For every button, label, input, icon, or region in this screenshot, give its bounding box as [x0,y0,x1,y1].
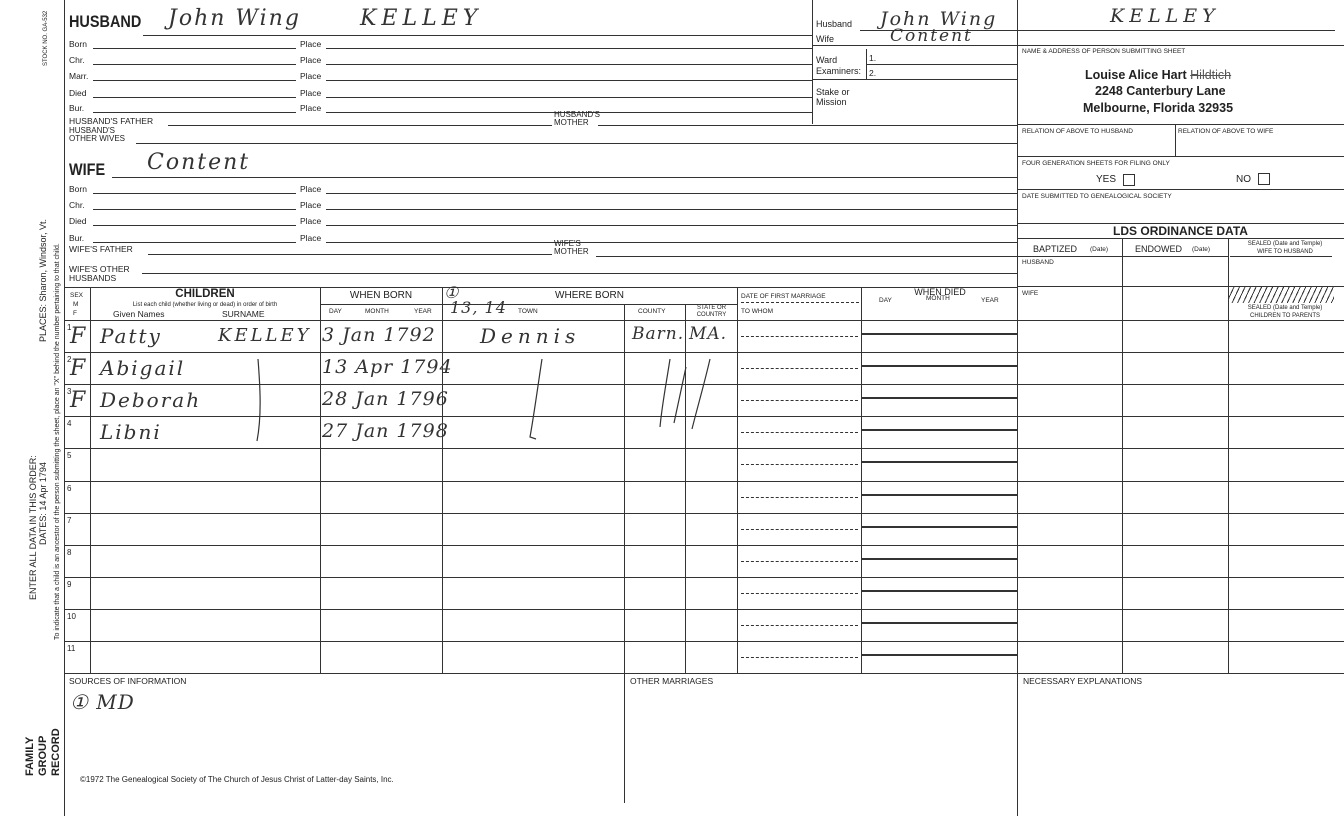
lds-row-border [1017,416,1344,417]
child-number: 3 [67,387,72,396]
child-number: 9 [67,580,72,589]
submitter-name: Louise Alice Hart [1085,68,1187,82]
when-born-subline [320,304,442,305]
relation-husband-label: RELATION OF ABOVE TO HUSBAND [1022,128,1133,135]
wife-born-label: Born [69,184,87,194]
husband-mother-label-2: MOTHER [554,118,589,127]
hdr-husband-label: Husband [816,19,853,29]
endowed-label: ENDOWED [1135,244,1182,254]
other-marriages-label: OTHER MARRIAGES [630,676,714,686]
husband-mother-line [598,125,1018,126]
wife-died-line [93,225,296,226]
lds-header-bottom-1 [1017,256,1123,257]
child-marriage-date-line [741,400,858,401]
wife-bur-label: Bur. [69,233,85,243]
child-died-line [861,429,1018,431]
lds-husband-label: HUSBAND [1022,259,1054,266]
stock-number: STOCK NO. GA-532 [43,10,49,66]
no-checkbox[interactable] [1258,173,1270,185]
county-label: COUNTY [638,308,666,315]
husband-label: HUSBAND [69,12,142,31]
header-divider [812,0,813,124]
four-gen-label: FOUR GENERATION SHEETS FOR FILING ONLY [1022,160,1170,167]
died-day-label: DAY [879,297,892,304]
child-row-border [64,641,1018,642]
husband-died-label: Died [69,88,87,98]
baptized-date-label: (Date) [1090,246,1109,253]
town-ditto-mark [520,355,550,445]
husband-born-line [93,48,296,49]
child-row-border [64,545,1018,546]
lds-row-border [1017,448,1344,449]
husband-other-wives-line [136,143,1018,144]
child-died-line [861,365,1018,367]
husband-place-label: Place [300,88,322,98]
sources-label: SOURCES OF INFORMATION [69,676,187,686]
date-submitted-label: DATE SUBMITTED TO GENEALOGICAL SOCIETY [1022,193,1172,200]
child-marriage-date-line [741,625,858,626]
relation-bottom [1017,156,1344,157]
necessary-explanations-label: NECESSARY EXPLANATIONS [1023,676,1143,686]
wife-born-line [93,193,296,194]
hdr-husband-surname: KELLEY [1110,5,1220,27]
first-marriage-label: DATE OF FIRST MARRIAGE [741,293,826,300]
lds-wife-label: WIFE [1022,290,1039,297]
child-marriage-date-line [741,593,858,594]
form-title-group: GROUP [37,735,49,776]
right-panel-border [1017,0,1018,816]
husband-place-line [326,97,812,98]
child-died-line [861,397,1018,399]
four-gen-bottom [1017,189,1344,190]
wife-place-label: Place [300,200,322,210]
yes-label: YES [1096,174,1117,185]
husband-place-label: Place [300,39,322,49]
child-row-border [64,513,1018,514]
husband-chr-label: Chr. [69,55,85,65]
lds-row-border [1017,513,1344,514]
child-died-line [861,461,1018,463]
wife-other-husbands-1: WIFE'S OTHER [69,264,130,274]
ancestor-instruction: To indicate that a child is an ancestor of the person submitting the sheet, place an "X" behind the number pertaining to that child. [54,243,61,640]
lds-row-border [1017,545,1344,546]
stake-label-2: Mission [816,97,847,107]
enter-order-label: ENTER ALL DATA IN THIS ORDER: [28,455,38,600]
wife-name: Content [147,150,251,175]
child-surname: KELLEY [218,325,312,346]
submitter-struck-name: Hildtich [1190,68,1232,82]
col-town-divider [624,304,625,673]
husband-other-wives-2: OTHER WIVES [69,134,126,143]
wife-place-label: Place [300,184,322,194]
col-marriage-divider [861,287,862,673]
child-number: 1 [67,323,72,332]
yes-checkbox[interactable] [1123,174,1135,186]
husband-given-name: John Wing [168,6,301,31]
child-died-line [861,654,1018,656]
state-label-2: COUNTRY [696,312,727,318]
child-died-line [861,333,1018,335]
lds-wife-bottom [1017,320,1344,321]
child-died-line [861,526,1018,528]
husband-place-line [326,80,812,81]
county-state-ditto-marks [650,355,720,435]
submitter-line-3: Melbourne, Florida 32935 [1083,101,1234,115]
wife-other-husbands-2: HUSBANDS [69,273,117,283]
child-marriage-date-line [741,657,858,658]
born-year-label: YEAR [414,308,432,315]
col-born-divider [442,287,443,673]
sealed-wife-label-2: WIFE TO HUSBAND [1257,249,1313,255]
lds-title: LDS ORDINANCE DATA [1113,224,1248,238]
child-marriage-date-line [741,497,858,498]
child-sex: F [70,356,86,381]
husband-surname: KELLEY [360,6,483,31]
children-subtitle: List each child (whether living or dead) in order of birth [132,302,278,308]
hdr-wife-label: Wife [816,34,834,44]
col-where-divider [737,287,738,673]
sealed-wife-hatch [1229,287,1334,303]
surname-ditto-mark [240,355,270,445]
born-day-label: DAY [329,308,342,315]
died-year-label: YEAR [981,297,999,304]
husband-father-label: HUSBAND'S FATHER [69,116,154,126]
husband-father-line [168,125,552,126]
wife-other-husbands-line [142,273,1018,274]
lds-row-border [1017,352,1344,353]
hdr-husband-given: John Wing [880,8,998,30]
husband-marr-label: Marr. [69,71,89,81]
husband-marr-line [93,80,296,81]
relation-wife-label: RELATION OF ABOVE TO WIFE [1178,128,1274,135]
husband-died-line [93,97,296,98]
child-marriage-date-line [741,432,858,433]
child-sex: F [70,324,86,349]
child-birth-date: 13 Apr 1794 [322,356,453,378]
child-number: 7 [67,516,72,525]
first-marriage-dash [741,302,859,303]
examiners-label: Examiners: [816,66,862,76]
child-marriage-date-line [741,561,858,562]
examiner-2: 2. [869,68,877,78]
lds-title-bottom [1017,238,1344,239]
husband-other-wives-1: HUSBAND'S [69,126,115,135]
child-marriage-date-line [741,336,858,337]
child-marriage-date-line [741,368,858,369]
child-marriage-date-line [741,464,858,465]
child-number: 8 [67,548,72,557]
child-number: 2 [67,355,72,364]
where-born-subline [442,304,737,305]
sex-f-label: F [73,310,77,317]
submitter-line-2: 2248 Canterbury Lane [1095,84,1226,98]
husband-bur-label: Bur. [69,103,85,113]
wife-chr-label: Chr. [69,200,85,210]
lds-row-border [1017,609,1344,610]
child-marriage-date-line [741,529,858,530]
examiner-1-line [866,64,1017,65]
born-month-label: MONTH [365,308,389,315]
child-row-border [64,609,1018,610]
child-number: 4 [67,419,72,428]
child-birth-town: Dennis [480,324,581,348]
wife-bur-line [93,242,296,243]
examiner-1: 1. [869,53,877,63]
when-died-label: WHEN DIED [914,287,966,297]
no-label: NO [1236,174,1251,185]
sources-value: ① MD [70,690,135,714]
child-given-name: Deborah [100,388,202,412]
lds-row-border [1017,481,1344,482]
where-born-note: 13, 14 [450,298,507,317]
lds-header-bottom-2 [1122,256,1228,257]
examiners-bottom-line [812,79,1017,80]
child-number: 6 [67,484,72,493]
wife-father-line [148,254,552,255]
husband-place-line [326,48,812,49]
children-title: CHILDREN [175,288,235,300]
given-names-label: Given Names [113,309,165,319]
endowed-date-label: (Date) [1192,246,1211,253]
wife-name-line [112,177,1018,178]
child-number: 10 [67,612,76,621]
lds-row-border [1017,577,1344,578]
form-title-family: FAMILY [24,736,36,776]
wife-place-label: Place [300,216,322,226]
sealed-wife-label-1: SEALED (Date and Temple) [1247,241,1323,247]
wife-father-label: WIFE'S FATHER [69,244,133,254]
child-number: 5 [67,451,72,460]
ward-label: Ward [816,55,838,65]
wife-place-line [326,225,1018,226]
left-border [64,0,65,816]
child-died-line [861,590,1018,592]
to-whom-label: TO WHOM [741,308,774,315]
wife-chr-line [93,209,296,210]
child-given-name: Libni [100,420,162,444]
footer-divider-1 [624,673,625,803]
wife-place-line [326,209,1018,210]
state-label-1: STATE OR [696,305,727,311]
col-sex-divider [90,287,91,673]
wife-label: WIFE [69,160,106,179]
husband-chr-line [93,64,296,65]
sex-m-label: M [73,301,79,308]
where-born-label: WHERE BORN [555,290,624,301]
hdr-wife-value: Content [890,26,973,46]
lds-row-border [1017,384,1344,385]
husband-mother-label-1: HUSBAND'S [554,110,600,119]
sealed-children-label-1: SEALED (Date and Temple) [1247,305,1323,311]
child-died-line [861,622,1018,624]
wife-place-line [326,242,1018,243]
baptized-label: BAPTIZED [1033,244,1078,254]
col-children-divider [320,287,321,673]
child-birth-date: 28 Jan 1796 [322,388,449,410]
husband-born-label: Born [69,39,87,49]
wife-place-line [326,193,1018,194]
child-row-border [64,481,1018,482]
child-sex: F [70,388,86,413]
lds-row-border [1017,641,1344,642]
submitter-bottom [1017,124,1344,125]
wife-died-label: Died [69,216,87,226]
places-line: PLACES: Sharon, Windsor, Vt. [38,218,48,342]
child-number: 11 [67,644,76,653]
stake-label-1: Stake or [816,87,850,97]
husband-bur-line [93,112,296,113]
sealed-children-label-2: CHILDREN TO PARENTS [1249,313,1320,319]
child-row-border [64,448,1018,449]
child-birth-date: 27 Jan 1798 [322,420,449,442]
husband-name-line [143,35,812,36]
sealed-wife-underline [1230,256,1332,257]
husband-place-label: Place [300,103,322,113]
child-died-line [861,558,1018,560]
child-row-border [64,577,1018,578]
relation-divider [1175,124,1176,156]
child-died-line [861,494,1018,496]
when-born-label: WHEN BORN [349,290,413,301]
sex-label: SEX [70,292,84,299]
surname-label: SURNAME [222,309,265,319]
wife-place-label: Place [300,233,322,243]
husband-place-line [326,64,812,65]
wife-mother-label-1: WIFE'S [554,239,581,248]
children-bottom-border [64,673,1344,674]
child-birth-county: Barn. [632,324,685,344]
child-row-border [64,352,1018,353]
child-given-name: Abigail [100,356,186,380]
town-label: TOWN [518,308,538,315]
submitter-label: NAME & ADDRESS OF PERSON SUBMITTING SHEET [1022,48,1186,55]
form-title-record: RECORD [50,728,62,776]
died-month-label: MONTH [926,295,950,302]
child-birth-date: 3 Jan 1792 [322,324,436,346]
submitter-line-1 [1085,68,1231,82]
where-born-source-mark: ① [444,283,459,302]
copyright: ©1972 The Genealogical Society of The Church of Jesus Christ of Latter-day Saints, Inc. [80,775,394,784]
child-given-name: Patty [100,324,162,348]
husband-place-label: Place [300,55,322,65]
dates-line: DATES: 14 Apr 1794 [38,462,48,545]
husband-place-label: Place [300,71,322,81]
children-header-bottom [64,320,1018,321]
wife-mother-label-2: MOTHER [554,247,589,256]
wife-mother-line [596,256,1018,257]
child-birth-state: MA. [689,324,728,344]
